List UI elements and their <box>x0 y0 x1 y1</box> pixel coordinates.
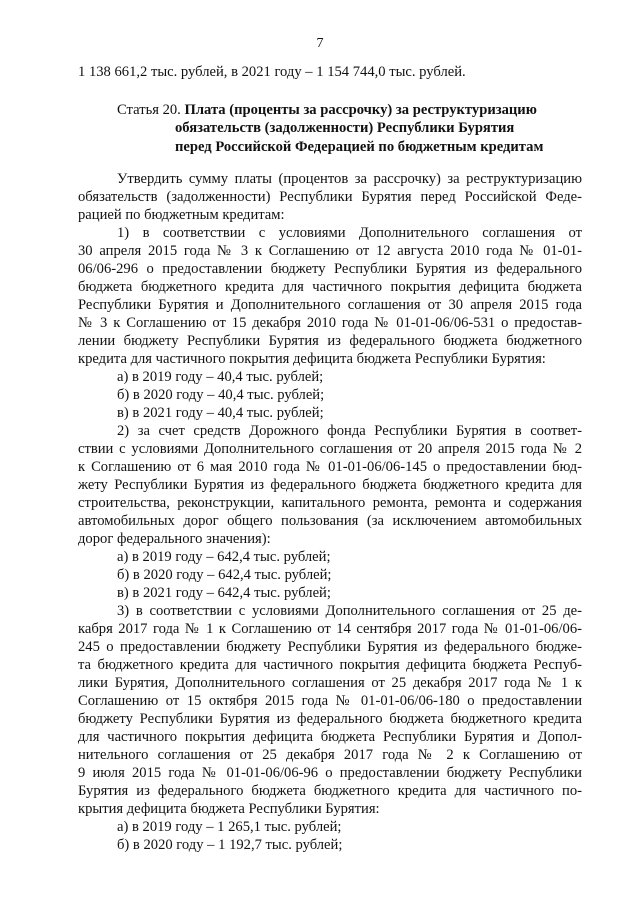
paragraph-line: нительного соглашения от 25 декабря 2017 года № 2 к Соглашению от <box>78 747 582 763</box>
list-item: б) в 2020 году – 1 192,7 тыс. рублей; <box>117 837 343 853</box>
paragraph-line: крытия дефицита бюджета Республики Бурятия: <box>78 801 380 817</box>
paragraph-line: дорог федерального значения): <box>78 531 271 547</box>
paragraph-line: бюджету Республики Бурятия из федерального бюджета бюджетного кредита <box>78 711 582 727</box>
list-item: б) в 2020 году – 40,4 тыс. рублей; <box>117 387 325 403</box>
list-item: а) в 2019 году – 1 265,1 тыс. рублей; <box>117 819 342 835</box>
list-item: а) в 2019 году – 40,4 тыс. рублей; <box>117 369 324 385</box>
list-item: в) в 2021 году – 642,4 тыс. рублей; <box>117 585 331 601</box>
paragraph-line: кредита для частичного покрытия дефицита бюджета Республики Бурятия: <box>78 351 546 367</box>
list-item: в) в 2021 году – 40,4 тыс. рублей; <box>117 405 324 421</box>
paragraph-line: к Соглашению от 6 мая 2010 года № 01-01-06/06-145 о предоставлении бюд- <box>78 459 582 475</box>
paragraph-line: кабря 2017 года № 1 к Соглашению от 14 сентября 2017 года № 01-01-06/06- <box>78 621 582 637</box>
paragraph-line: 3) в соответствии с условиями Дополнительного соглашения от 25 де- <box>117 603 582 619</box>
article-label: Статья 20. <box>117 102 181 118</box>
paragraph-line: № 3 к Соглашению от 15 декабря 2010 года № 01-01-06/06-531 о предостав- <box>78 315 582 331</box>
paragraph-line: для частичного покрытия дефицита бюджета Республики Бурятия и Допол- <box>78 729 582 745</box>
article-title-part-2: обязательств (задолженности) Республики Бурятия <box>175 120 515 136</box>
paragraph-line: 1) в соответствии с условиями Дополнительного соглашения от <box>117 225 582 241</box>
article-heading-line-1 <box>117 101 537 119</box>
paragraph-line: лики Бурятия, Дополнительного соглашения от 25 декабря 2017 года № 1 к <box>78 675 582 691</box>
paragraph-line: Соглашению от 15 октября 2015 года № 01-01-06/06-180 о предоставлении <box>78 693 582 709</box>
paragraph-line: Республики Бурятия и Дополнительного соглашения от 30 апреля 2015 года <box>78 297 582 313</box>
list-item: а) в 2019 году – 642,4 тыс. рублей; <box>117 549 331 565</box>
paragraph-line: Бурятия из федерального бюджета бюджетного кредита для частичного по- <box>78 783 582 799</box>
intro-line: 1 138 661,2 тыс. рублей, в 2021 году – 1 154 744,0 тыс. рублей. <box>78 64 466 80</box>
paragraph-line: 06/06-296 о предоставлении бюджету Республики Бурятия из федерального <box>78 261 582 277</box>
paragraph-line: Утвердить сумму платы (процентов за рассрочку) за реструктуризацию <box>117 171 582 187</box>
paragraph-line: автомобильных дорог общего пользования (за исключением автомобильных <box>78 513 582 529</box>
paragraph-line: рацией по бюджетным кредитам: <box>78 207 285 223</box>
page-number: 7 <box>316 36 324 51</box>
paragraph-line: ствии с условиями Дополнительного соглашения от 20 апреля 2015 года № 2 <box>78 441 582 457</box>
paragraph-line: обязательств (задолженности) Республики Бурятия перед Российской Феде- <box>78 189 582 205</box>
paragraph-line: 2) за счет средств Дорожного фонда Республики Бурятия в соответ- <box>117 423 582 439</box>
paragraph-line: та бюджетного кредита для частичного покрытия дефицита бюджета Респуб- <box>78 657 582 673</box>
paragraph-line: жету Республики Бурятия из федерального бюджета бюджетного кредита для <box>78 477 582 493</box>
paragraph-line: строительства, реконструкции, капитального ремонта, ремонта и содержания <box>78 495 582 511</box>
paragraph-line: 9 июля 2015 года № 01-01-06/06-96 о предоставлении бюджету Республики <box>78 765 582 781</box>
paragraph-line: бюджета бюджетного кредита для частичного покрытия дефицита бюджета <box>78 279 582 295</box>
paragraph-line: 245 о предоставлении бюджету Республики Бурятия из федерального бюдже- <box>78 639 582 655</box>
article-title-part-1: Плата (проценты за рассрочку) за реструктуризацию <box>184 102 537 118</box>
article-title-part-3: перед Российской Федерацией по бюджетным кредитам <box>175 139 544 155</box>
list-item: б) в 2020 году – 642,4 тыс. рублей; <box>117 567 332 583</box>
paragraph-line: лении бюджету Республики Бурятия из федерального бюджета бюджетного <box>78 333 582 349</box>
paragraph-line: 30 апреля 2015 года № 3 к Соглашению от 12 августа 2010 года № 01-01- <box>78 243 582 259</box>
